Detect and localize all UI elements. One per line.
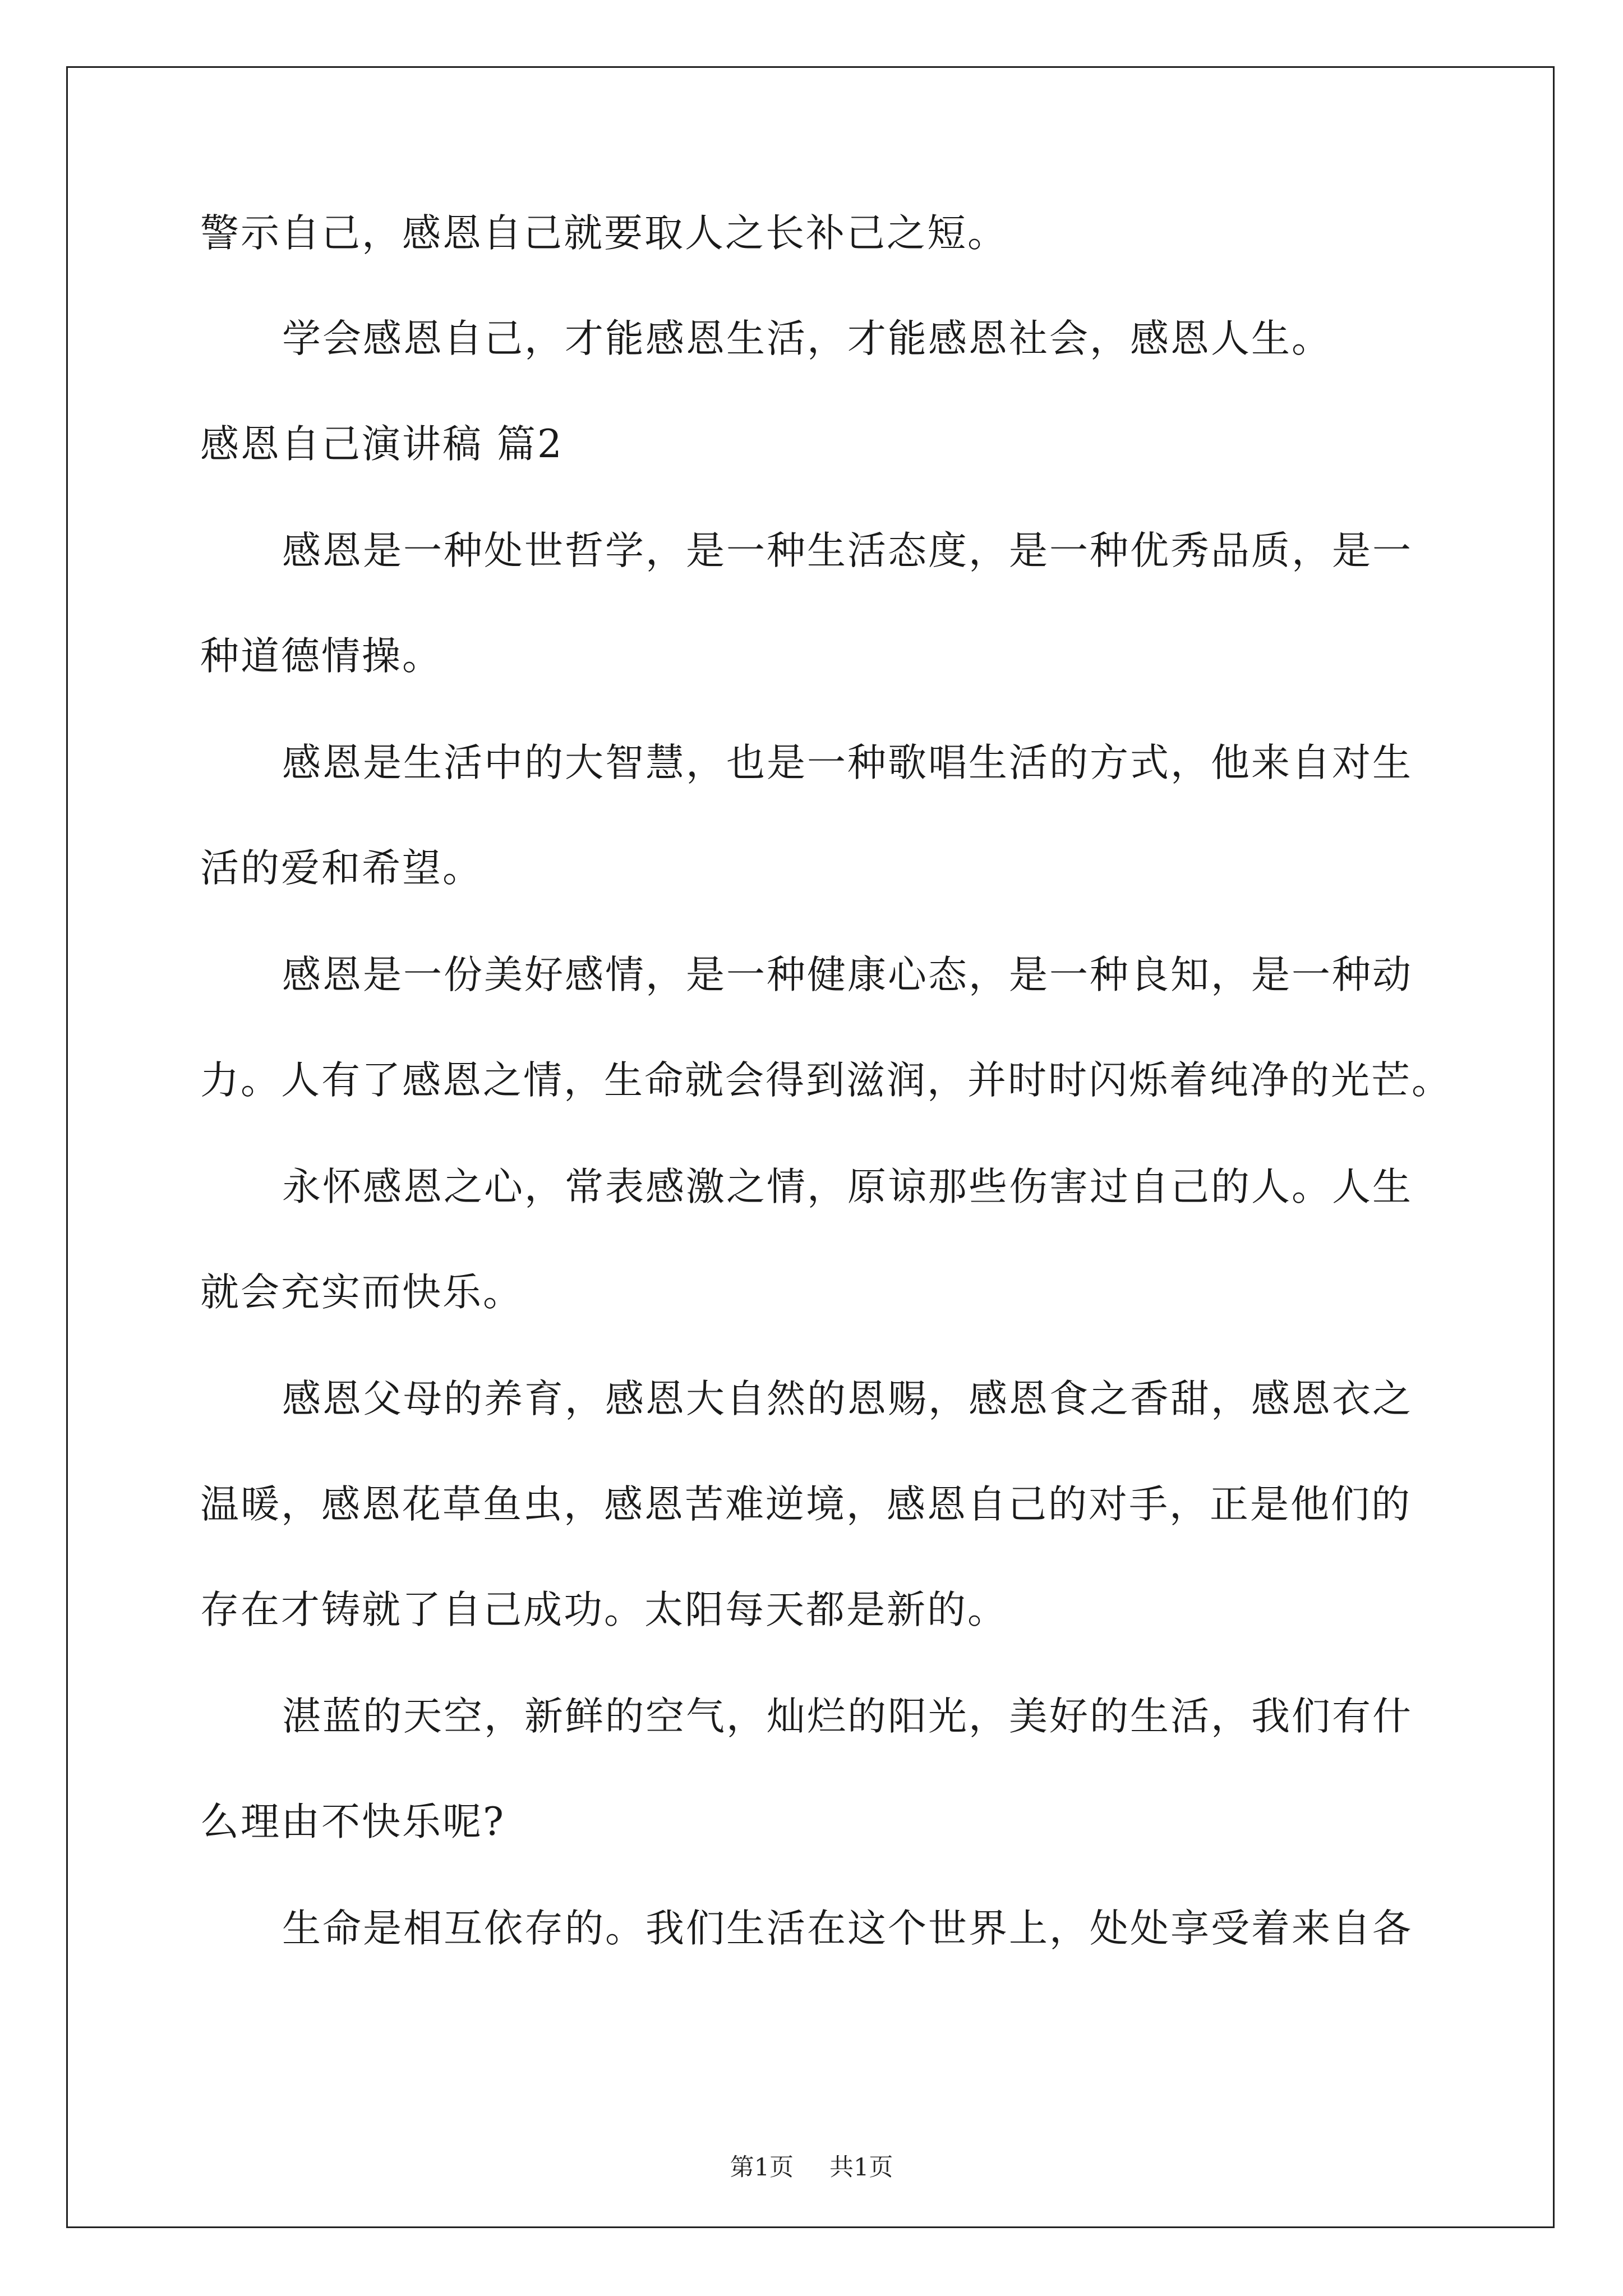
text-line: 活的爱和希望。: [200, 846, 483, 891]
text-line: 么理由不快乐呢?: [200, 1800, 505, 1844]
text-line: 存在才铸就了自己成功。太阳每天都是新的。: [200, 1588, 1008, 1632]
paragraph-start: 湛蓝的天空，新鲜的空气，灿烂的阳光，美好的生活，我们有什: [282, 1694, 1413, 1739]
page-footer: [0, 2156, 1623, 2180]
page-total: 共1页: [829, 2154, 893, 2182]
paragraph-start: 感恩是生活中的大智慧，也是一种歌唱生活的方式，他来自对生: [282, 740, 1413, 785]
text-line: 种道德情操。: [200, 634, 442, 679]
page-number: 第1页: [730, 2154, 794, 2182]
text-line: 警示自己，感恩自己就要取人之长补己之短。: [200, 211, 1008, 256]
section-heading: 感恩自己演讲稿 篇2: [200, 422, 564, 467]
paragraph-start: 学会感恩自己，才能感恩生活，才能感恩社会，感恩人生。: [282, 316, 1332, 361]
paragraph-start: 永怀感恩之心，常表感激之情，原谅那些伤害过自己的人。人生: [282, 1165, 1413, 1209]
paragraph-start: 感恩是一份美好感情，是一种健康心态，是一种良知，是一种动: [282, 953, 1413, 997]
text-line: 温暖，感恩花草鱼虫，感恩苦难逆境，感恩自己的对手，正是他们的: [200, 1482, 1412, 1527]
text-line: 就会充实而快乐。: [200, 1270, 523, 1315]
paragraph-start: 感恩父母的养育，感恩大自然的恩赐，感恩食之香甜，感恩衣之: [282, 1377, 1413, 1421]
text-line: 力。人有了感恩之情，生命就会得到滋润，并时时闪烁着纯净的光芒。: [200, 1058, 1452, 1103]
page-border: [66, 66, 1555, 2228]
paragraph-start: 生命是相互依存的。我们生活在这个世界上，处处享受着来自各: [282, 1906, 1413, 1951]
paragraph-start: 感恩是一种处世哲学，是一种生活态度，是一种优秀品质，是一: [282, 528, 1413, 573]
